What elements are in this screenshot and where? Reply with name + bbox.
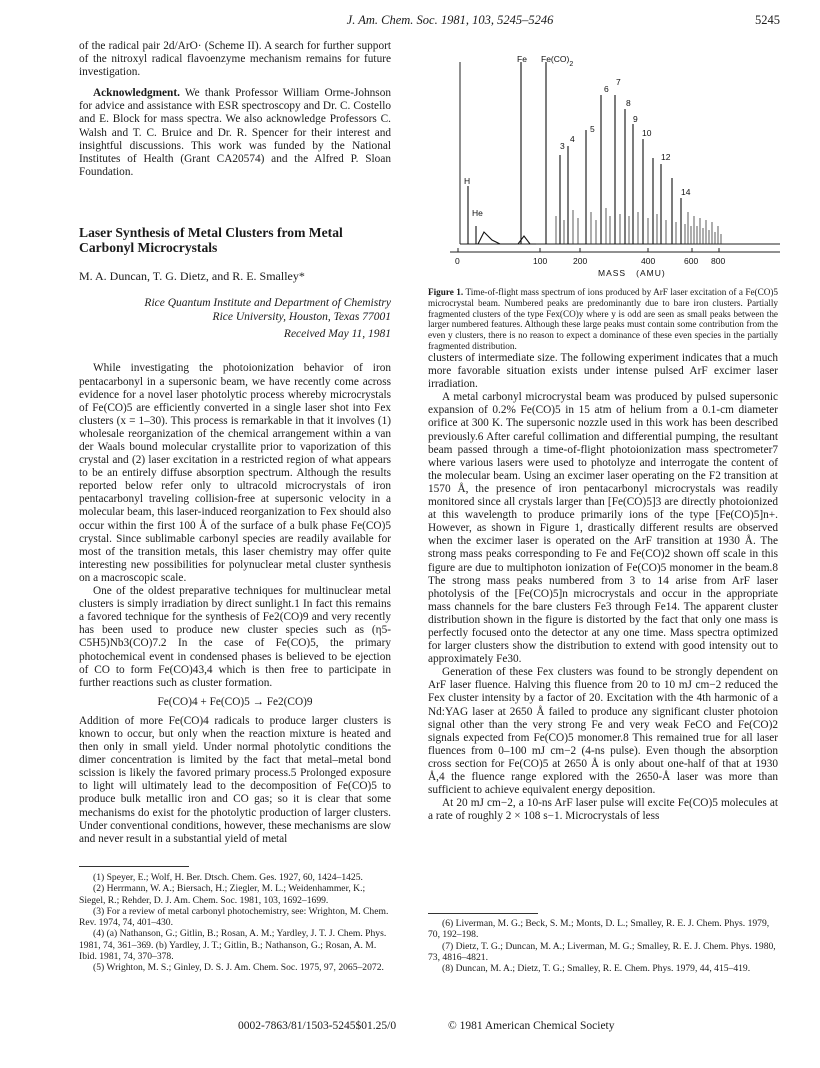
running-title: J. Am. Chem. Soc. 1981, 103, 5245–5246: [346, 13, 554, 27]
footnote-7: (7) Dietz, T. G.; Duncan, M. A.; Liverman, M. G.; Smalley, R. E. J. Chem. Phys. 1980, 73, 4816–4821.: [428, 940, 776, 963]
tick-label-0: 0: [455, 256, 460, 266]
label-feco2-base: Fe(CO): [541, 54, 570, 64]
footnote-2: (2) Herrmann, W. A.; Biersach, H.; Ziegler, M. L.; Weidenhammer, K.; Siegel, R.; Rehder, D. J. Am. Chem. Soc. 1981, 103, 1692–1699.: [79, 883, 366, 906]
label-feco2-sub: 2: [569, 61, 574, 68]
figure-caption-text: Time-of-flight mass spectrum of ions produced by ArF laser excitation of a Fe(CO)5 microcrystal beam. Numbered peaks are predominantly due to bare iron clusters. Partially fragmented clusters of the type Fex(CO)y where y is odd are seen as small peaks between the larger numbered features. Although these large peaks must contain some contribution from the even y clusters, there is no reason to expect a dominance of these even species in the partially fragmented distribution.: [428, 287, 779, 351]
right-footnotes: [428, 918, 778, 974]
right-paragraph-2: A metal carbonyl microcrystal beam was produced by pulsed supersonic expansion of 0.2% Fe(CO)5 in 15 atm of helium from a 0.1-cm diameter orifice at 300 K. The supersonic nozzle used in this work has been described previously.6 After careful collimation and differential pumping, the resultant beam passed through a time-of-flight photoionization mass spectrometer7 where various lasers were used to photolyze and interrogate the content of the molecular beam. Using an excimer laser operating on the F2 transition at 1570 Å, the presence of iron pentacarbonyl microcrystals was readily monitored since all crystals larger than [Fe(CO)5]3 are directly photoionized at this wavelength to produce primarily ions of the type [Fe(CO)5]n+. However, as shown in Figure 1, drastically different results are observed when the excimer laser is operated on the ArF transition at 1930 Å. The strong mass peaks corresponding to Fe and Fe(CO)2 shown off scale in this figure are due to multiphoton ionization of Fe(CO)5 monomer in the beam.8 The strong mass peaks numbered from 3 to 14 arise from ArF laser photolysis of the [Fe(CO)5]n microcrystals and occur in the appropriate mass channels for the bare clusters Fe3 through Fe14. The apparent cluster distribution shown in the figure is distorted by the fact that only one mass is perfectly focused onto the detector at any one time. Mass spectra optimized for larger clusters show the distribution to extend with good intensity out to approximately Fe30.: [428, 391, 778, 666]
tick-label-200: 200: [573, 256, 588, 266]
paragraph-1: While investigating the photoionization behavior of iron pentacarbonyl in a supersonic beam, we have recently come across evidence for a novel laser photolytic process whereby microcrystals of Fe(CO)5 are efficiently converted in a single laser shot into Fex clusters (x = 1–30). This process is remarkable in that it involves (1) wholesale reorganization of the chemical arrangement within a van der Waals bound molecular crystallite prior to vaporization of this crystal and (2) laser excitation in a restricted region of what appears to be an entirely diffuse absorption spectrum. Although the results reported below refer only to ultracold microcrystals of iron pentacarbonyl traveling collision-free at supersonic velocity in a molecular beam, this laser-induced reorganization to Fex should also occur within the first 100 Å of the surface of a bulk phase Fe(CO)5 crystal. Since sublimable carbonyl species are readily available for most of the transition metals, this laser chemistry may offer quite interesting new possibilities for polynuclear metal cluster synthesis on a macroscopic scale.: [79, 362, 391, 584]
received-date: Received May 11, 1981: [283, 327, 391, 340]
label-14: 14: [681, 187, 691, 197]
figure-caption: [428, 287, 778, 352]
label-12: 12: [661, 152, 671, 162]
continued-paragraph: of the radical pair 2d/ArO· (Scheme II). A search for further support of the nitroxyl radical flavoenzyme mechanism remains for future investigation.: [79, 40, 391, 79]
mass-spectrum-figure: [420, 40, 800, 288]
right-paragraph-1: clusters of intermediate size. The following experiment indicates that a much more favorable situation exists under intense pulsed ArF excimer laser irradiation.: [428, 352, 778, 391]
low-mass-trace: [478, 232, 536, 244]
authors: M. A. Duncan, T. G. Dietz, and R. E. Smalley*: [79, 268, 305, 283]
footnote-4: (4) (a) Nathanson, G.; Gitlin, B.; Rosan, A. M.; Yardley, J. T. J. Chem. Phys. 1981, 74, 361–369. (b) Yardley, J. T.; Gitlin, B.; Nathanson, G.; Rosan, A. M. Ibid. 1981, 74, 370–378.: [79, 928, 387, 963]
acknowledgment-text: We thank Professor William Orme-Johnson for advice and assistance with ESR spectroscopy and Dr. C. Costello and E. Block for mass spectra. We also acknowledge Professors C. Walsh and T. C. Bruice and Dr. R. Spencer for their interest and insightful discussions. This work was funded by the National Institutes of Health (Grant CA20574) and the Alfred P. Sloan Foundation.: [79, 87, 391, 178]
label-4: 4: [570, 134, 575, 144]
affiliation-line-1: Rice Quantum Institute and Department of Chemistry: [144, 296, 391, 309]
footnote-3: (3) For a review of metal carbonyl photochemistry, see: Wrighton, M. Chem. Rev. 1974, 74, 401–430.: [79, 905, 389, 929]
right-paragraph-4: At 20 mJ cm−2, a 10-ns ArF laser pulse will excite Fe(CO)5 molecules at a rate of roughly 2 × 108 s−1. Microcrystals of less: [428, 797, 778, 823]
label-8: 8: [626, 98, 631, 108]
footnote-6: (6) Liverman, M. G.; Beck, S. M.; Monts, D. L.; Smalley, R. E. J. Chem. Phys. 1979, 70, 192–198.: [428, 918, 770, 941]
footnote-5: (5) Wrighton, M. S.; Ginley, D. S. J. Am. Chem. Soc. 1975, 97, 2065–2072.: [93, 962, 384, 974]
paragraph-2: One of the oldest preparative techniques for multinuclear metal clusters is simply irradiation by direct sunlight.1 In fact this remains a favored technique for the synthesis of Fe2(CO)9 and very recently has been used to produce new cluster species such as (η5-C5H5)Nb3(CO)7.2 In the case of Fe(CO)5, the primary photochemical event in condensed phases is believed to be ejection of CO to form Fe(CO)43,4 which is then free to participate in further reactions such as cluster formation.: [79, 585, 391, 689]
reaction-equation: Fe(CO)4 + Fe(CO)5 → Fe2(CO)9: [157, 695, 313, 708]
paragraph-3: Addition of more Fe(CO)4 radicals to produce larger clusters is known to occur, but only when the reaction mixture is heated and then only in small yield. Under normal photolytic conditions the dimer concentration is limited by the fact that metal–metal bond scission is likely the favored primary process.5 Prolonged exposure to light will ultimately lead to the decomposition of Fe(CO)5 to produce bulk metallic iron and CO gas; so it is clear that some mechanisms do exist for the photolytic production of larger clusters. Under conventional conditions, however, these mechanisms are slow and never result in a substantial yield of metal: [79, 714, 391, 845]
right-footnote-rule: [428, 913, 538, 914]
tick-label-100: 100: [533, 256, 548, 266]
label-9: 9: [633, 114, 638, 124]
tick-label-600: 600: [684, 256, 699, 266]
label-7: 7: [616, 77, 621, 87]
left-footnotes: [79, 872, 391, 974]
label-5: 5: [590, 124, 595, 134]
footnote-1: (1) Speyer, E.; Wolf, H. Ber. Dtsch. Chem. Ges. 1927, 60, 1424–1425.: [93, 872, 363, 883]
left-column: [79, 40, 391, 846]
label-10: 10: [642, 128, 652, 138]
left-footnote-rule: [79, 866, 189, 867]
figure-caption-label: Figure 1.: [428, 287, 464, 297]
tick-label-400: 400: [641, 256, 656, 266]
article-code: 0002-7863/81/1503-5245$01.25/0: [238, 1020, 397, 1032]
tick-label-800: 800: [711, 256, 726, 266]
copyright: © 1981 American Chemical Society: [448, 1020, 615, 1032]
label-fe: Fe: [517, 54, 527, 64]
label-3: 3: [560, 141, 565, 151]
label-6: 6: [604, 84, 609, 94]
footnote-8: (8) Duncan, M. A.; Dietz, T. G.; Smalley, R. E. Chem. Phys. 1979, 44, 415–419.: [442, 963, 751, 975]
acknowledgment: [79, 87, 391, 179]
affiliation-line-2: Rice University, Houston, Texas 77001: [212, 311, 391, 324]
acknowledgment-label: Acknowledgment.: [93, 87, 180, 100]
label-h: H: [464, 176, 471, 186]
x-axis-label: MASS (AMU): [598, 268, 666, 278]
right-paragraph-3: Generation of these Fex clusters was found to be strongly dependent on ArF laser fluence. Halving this fluence from 20 to 10 mJ cm−2 reduced the Fex cluster intensity by a factor of 20. Excitation with the 4th harmonic of a Nd:YAG laser at 2650 Å failed to produce any significant cluster photoion signal other than the very strong Fe and very weak FeCO and Fe(CO)2 signals expected from Fe(CO)5 monomer.8 This remained true for all laser fluences from 0–100 mJ cm−2 (4-ns pulse). Even though the absorption cross section for Fe(CO)5 at 2650 Å is only about one-half of that at 1930 Å,4 the fluence range explored with the 2650-Å laser was more than sufficient to achieve equivalent energy deposition.: [428, 666, 778, 797]
article-title: Laser Synthesis of Metal Clusters from Metal Carbonyl Microcrystals: [79, 224, 343, 256]
label-he: He: [472, 208, 483, 218]
right-column: [428, 352, 778, 823]
page-number: 5245: [755, 13, 780, 27]
